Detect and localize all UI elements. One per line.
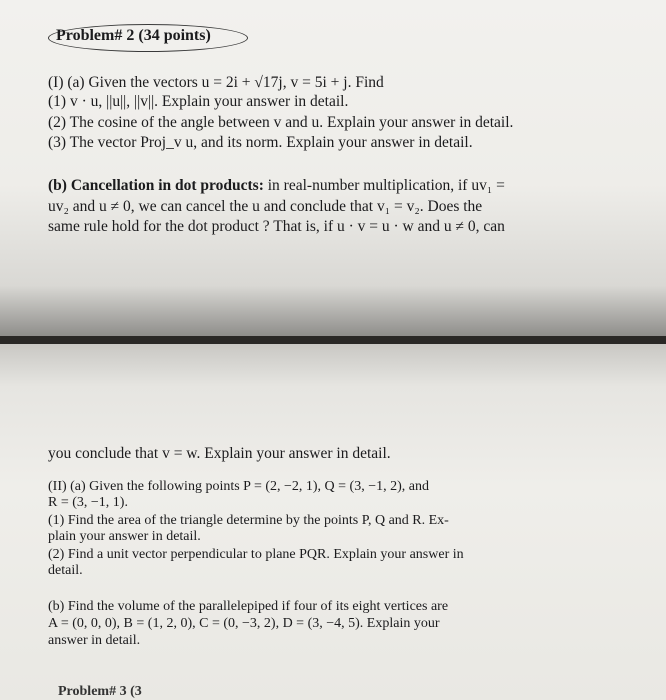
part-ii-a-line1: (II) (a) Given the following points P = (2, −2, 1), Q = (3, −1, 2), and — [48, 479, 429, 494]
part-ii-b-line2: A = (0, 0, 0), B = (1, 2, 0), C = (0, −3, 2), D = (3, −4, 5). Explain your — [48, 616, 440, 631]
part-i-b-line2: uv₂ and u ≠ 0, we can cancel the u and conclude that v₁ = v₂. Does the — [48, 198, 483, 215]
part-i-b-line1 — [48, 177, 505, 195]
continuation-line: you conclude that v = w. Explain your answer in detail. — [48, 445, 391, 462]
cancellation-line1-rest: in real-number multiplication, if uv₁ = — [263, 177, 505, 194]
part-ii-b-line3: answer in detail. — [48, 633, 141, 648]
next-problem-header-clipped: Problem# 3 (3 — [58, 684, 142, 699]
page-bottom-sheet — [0, 344, 666, 700]
part-i-b-line3: same rule hold for the dot product ? That is, if u · v = u · w and u ≠ 0, can — [48, 218, 505, 235]
part-ii-b-line1: (b) Find the volume of the parallelepiped if four of its eight vertices are — [48, 599, 449, 614]
page-top-sheet — [0, 0, 666, 336]
part-i-item2: (2) The cosine of the angle between v and u. Explain your answer in detail. — [48, 114, 514, 131]
part-ii-item2-line2: detail. — [48, 563, 83, 578]
part-i-item3: (3) The vector Proj_v u, and its norm. Explain your answer in detail. — [48, 134, 473, 151]
part-i-item1: (1) v · u, ||u||, ||v||. Explain your answer in detail. — [48, 93, 349, 110]
part-ii-item1-line2: plain your answer in detail. — [48, 529, 201, 544]
part-ii-item2-line1: (2) Find a unit vector perpendicular to plane PQR. Explain your answer in — [48, 547, 464, 562]
part-i-a-line: (I) (a) Given the vectors u = 2i + √17j, v = 5i + j. Find — [48, 74, 384, 91]
part-ii-item1-line1: (1) Find the area of the triangle determine by the points P, Q and R. Ex- — [48, 513, 449, 528]
part-ii-a-line2: R = (3, −1, 1). — [48, 495, 128, 510]
cancellation-title: (b) Cancellation in dot products: — [48, 177, 264, 194]
problem-header: Problem# 2 (34 points) — [56, 27, 211, 44]
